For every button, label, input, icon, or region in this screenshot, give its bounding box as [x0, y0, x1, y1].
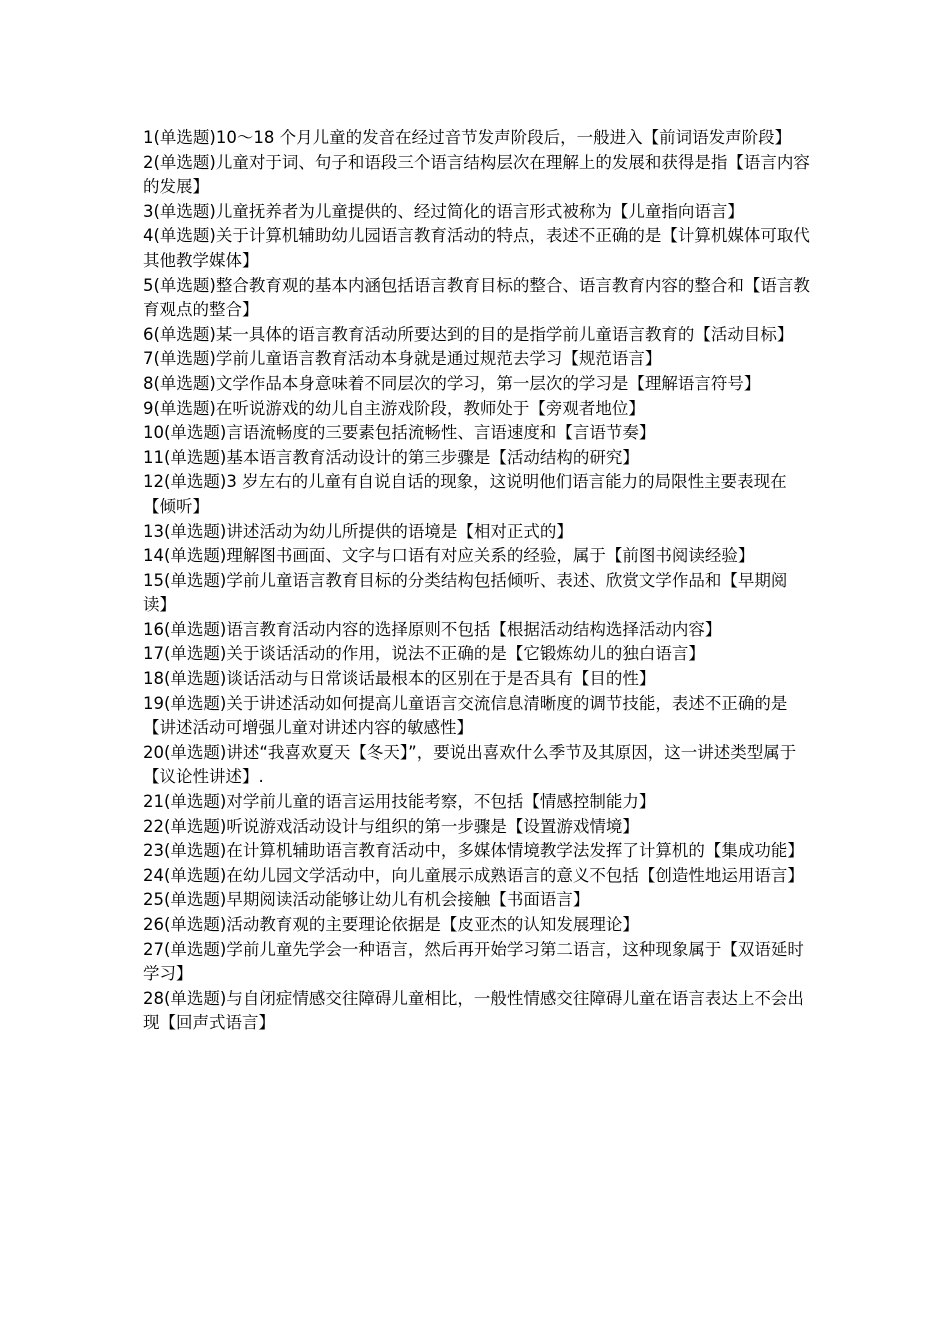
document-page — [143, 126, 811, 1036]
question-10: 10(单选题)言语流畅度的三要素包括流畅性、言语速度和【言语节奏】 — [143, 423, 656, 443]
question-9: 9(单选题)在听说游戏的幼儿自主游戏阶段，教师处于【旁观者地位】 — [143, 398, 645, 418]
question-16: 16(单选题)语言教育活动内容的选择原则不包括【根据活动结构选择活动内容】 — [143, 619, 722, 639]
question-5: 5(单选题)整合教育观的基本内涵包括语言教育目标的整合、语言教育内容的整合和【语言教育观点的整合】 — [143, 275, 810, 320]
question-20: 20(单选题)讲述“我喜欢夏天【冬天】”，要说出喜欢什么季节及其原因，这一讲述类型属于【议论性讲述】. — [143, 742, 797, 787]
question-2: 2(单选题)儿童对于词、句子和语段三个语言结构层次在理解上的发展和获得是指【语言内容的发展】 — [143, 152, 810, 197]
question-24: 24(单选题)在幼儿园文学活动中，向儿童展示成熟语言的意义不包括【创造性地运用语言】 — [143, 865, 804, 885]
question-7: 7(单选题)学前儿童语言教育活动本身就是通过规范去学习【规范语言】 — [143, 349, 662, 369]
question-4: 4(单选题)关于计算机辅助幼儿园语言教育活动的特点，表述不正确的是【计算机媒体可取代其他教学媒体】 — [143, 226, 810, 270]
question-27: 27(单选题)学前儿童先学会一种语言，然后再开始学习第二语言，这种现象属于【双语延时学习】 — [143, 939, 804, 984]
question-14: 14(单选题)理解图书画面、文字与口语有对应关系的经验，属于【前图书阅读经验】 — [143, 546, 755, 566]
question-8: 8(单选题)文学作品本身意味着不同层次的学习，第一层次的学习是【理解语言符号】 — [143, 373, 761, 393]
question-19: 19(单选题)关于讲述活动如何提高儿童语言交流信息清晰度的调节技能，表述不正确的是【讲述活动可增强儿童对讲述内容的敏感性】 — [143, 693, 788, 738]
question-12: 12(单选题)3 岁左右的儿童有自说自话的现象，这说明他们语言能力的局限性主要表现在【倾听】 — [143, 472, 787, 516]
question-1: 1(单选题)10～18 个月儿童的发音在经过音节发声阶段后，一般进入【前词语发声阶段】 — [143, 128, 792, 147]
question-13: 13(单选题)讲述活动为幼儿所提供的语境是【相对正式的】 — [143, 521, 573, 541]
question-11: 11(单选题)基本语言教育活动设计的第三步骤是【活动结构的研究】 — [143, 447, 639, 467]
question-28: 28(单选题)与自闭症情感交往障碍儿童相比，一般性情感交往障碍儿童在语言表达上不会出现【回声式语言】 — [143, 988, 804, 1033]
question-23: 23(单选题)在计算机辅助语言教育活动中，多媒体情境教学法发挥了计算机的【集成功能】 — [143, 841, 804, 861]
question-26: 26(单选题)活动教育观的主要理论依据是【皮亚杰的认知发展理论】 — [143, 915, 639, 934]
question-18: 18(单选题)谈话活动与日常谈话最根本的区别在于是否具有【目的性】 — [143, 669, 656, 689]
question-15: 15(单选题)学前儿童语言教育目标的分类结构包括倾听、表述、欣赏文学作品和【早期阅读】 — [143, 570, 788, 615]
question-21: 21(单选题)对学前儿童的语言运用技能考察，不包括【情感控制能力】 — [143, 792, 656, 812]
question-22: 22(单选题)听说游戏活动设计与组织的第一步骤是【设置游戏情境】 — [143, 816, 639, 836]
question-6: 6(单选题)某一具体的语言教育活动所要达到的目的是指学前儿童语言教育的【活动目标】 — [143, 324, 794, 344]
question-25: 25(单选题)早期阅读活动能够让幼儿有机会接触【书面语言】 — [143, 890, 590, 910]
question-3: 3(单选题)儿童抚养者为儿童提供的、经过简化的语言形式被称为【儿童指向语言】 — [143, 201, 744, 221]
question-17: 17(单选题)关于谈话活动的作用，说法不正确的是【它锻炼幼儿的独白语言】 — [143, 644, 705, 664]
